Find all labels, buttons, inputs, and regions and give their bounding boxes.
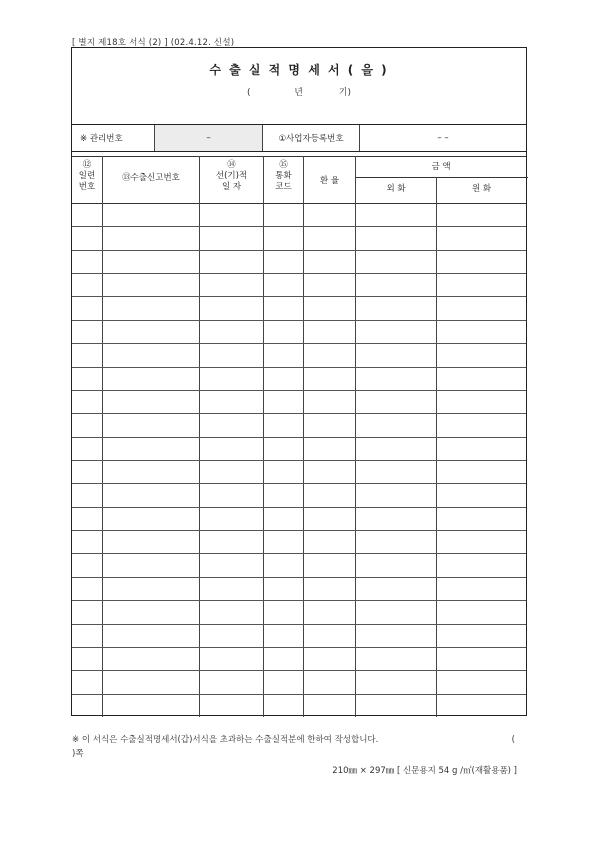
cell-foreign[interactable]: [355, 577, 436, 600]
cell-currency[interactable]: [263, 203, 303, 226]
cell-serial[interactable]: [72, 694, 102, 717]
cell-currency[interactable]: [263, 600, 303, 623]
cell-currency[interactable]: [263, 273, 303, 296]
col-won-header: 원 화: [471, 184, 492, 194]
cell-export-decl[interactable]: [102, 483, 199, 506]
cell-serial[interactable]: [72, 390, 102, 413]
cell-currency[interactable]: [263, 413, 303, 436]
period-open: (: [247, 88, 251, 98]
col-serial-label: 일련 번호: [78, 171, 96, 192]
col-ship-date-num: ⑭: [227, 160, 236, 170]
cell-currency[interactable]: [263, 343, 303, 366]
cell-export-decl[interactable]: [102, 250, 199, 273]
cell-ship-date[interactable]: [199, 437, 263, 460]
divider: [356, 177, 528, 178]
cell-ship-date[interactable]: [199, 203, 263, 226]
cell-export-decl[interactable]: [102, 624, 199, 647]
page-count-suffix: )쪽: [72, 749, 84, 759]
cell-foreign[interactable]: [355, 530, 436, 553]
cell-foreign[interactable]: [355, 226, 436, 249]
col-currency-num: ⑮: [279, 160, 288, 170]
col-export-decl-header: ⑬수출신고번호: [122, 173, 180, 183]
mgmt-number-field[interactable]: –: [155, 125, 262, 151]
cell-currency[interactable]: [263, 460, 303, 483]
cell-foreign[interactable]: [355, 460, 436, 483]
cell-won[interactable]: [436, 250, 528, 273]
cell-foreign[interactable]: [355, 670, 436, 693]
cell-ship-date[interactable]: [199, 367, 263, 390]
cell-serial[interactable]: [72, 600, 102, 623]
cell-serial[interactable]: [72, 483, 102, 506]
period-year: 년: [294, 88, 303, 98]
footnote-paren: (: [511, 735, 515, 745]
cell-exchange-rate[interactable]: [303, 553, 355, 576]
cell-exchange-rate[interactable]: [303, 367, 355, 390]
cell-ship-date[interactable]: [199, 647, 263, 670]
cell-won[interactable]: [436, 437, 528, 460]
cell-serial[interactable]: [72, 507, 102, 530]
cell-ship-date[interactable]: [199, 320, 263, 343]
cell-won[interactable]: [436, 413, 528, 436]
cell-ship-date[interactable]: [199, 600, 263, 623]
cell-serial[interactable]: [72, 367, 102, 390]
period-line: [72, 85, 526, 98]
cell-foreign[interactable]: [355, 553, 436, 576]
cell-currency[interactable]: [263, 624, 303, 647]
col-exchange-rate-header: 환 율: [319, 176, 340, 186]
cell-won[interactable]: [436, 553, 528, 576]
mgmt-number-label: ※ 관리번호: [80, 134, 123, 144]
cell-serial[interactable]: [72, 226, 102, 249]
col-ship-date-header: [200, 160, 263, 193]
cell-serial[interactable]: [72, 413, 102, 436]
cell-export-decl[interactable]: [102, 367, 199, 390]
cell-export-decl[interactable]: [102, 296, 199, 319]
cell-won[interactable]: [436, 460, 528, 483]
col-currency-header: [264, 160, 303, 193]
cell-foreign[interactable]: [355, 367, 436, 390]
cell-ship-date[interactable]: [199, 390, 263, 413]
cell-exchange-rate[interactable]: [303, 413, 355, 436]
cell-currency[interactable]: [263, 647, 303, 670]
cell-foreign[interactable]: [355, 483, 436, 506]
cell-export-decl[interactable]: [102, 670, 199, 693]
business-reg-label: ①사업자등록번호: [278, 134, 344, 144]
cell-ship-date[interactable]: [199, 483, 263, 506]
cell-won[interactable]: [436, 273, 528, 296]
cell-serial[interactable]: [72, 296, 102, 319]
cell-currency[interactable]: [263, 483, 303, 506]
cell-currency[interactable]: [263, 670, 303, 693]
cell-currency[interactable]: [263, 437, 303, 460]
cell-foreign[interactable]: [355, 390, 436, 413]
cell-exchange-rate[interactable]: [303, 273, 355, 296]
cell-foreign[interactable]: [355, 203, 436, 226]
cell-currency[interactable]: [263, 226, 303, 249]
cell-exchange-rate[interactable]: [303, 483, 355, 506]
cell-currency[interactable]: [263, 530, 303, 553]
footnote-text: ※ 이 서식은 수출실적명세서(갑)서식을 초과하는 수출실적분에 한하여 작성합니다.: [72, 735, 379, 745]
cell-currency[interactable]: [263, 390, 303, 413]
cell-currency[interactable]: [263, 250, 303, 273]
divider: [72, 156, 526, 157]
cell-exchange-rate[interactable]: [303, 530, 355, 553]
cell-won[interactable]: [436, 670, 528, 693]
cell-exchange-rate[interactable]: [303, 670, 355, 693]
cell-ship-date[interactable]: [199, 694, 263, 717]
cell-ship-date[interactable]: [199, 296, 263, 319]
cell-ship-date[interactable]: [199, 460, 263, 483]
cell-export-decl[interactable]: [102, 320, 199, 343]
cell-won[interactable]: [436, 226, 528, 249]
cell-currency[interactable]: [263, 296, 303, 319]
cell-won[interactable]: [436, 600, 528, 623]
cell-serial[interactable]: [72, 647, 102, 670]
cell-currency[interactable]: [263, 507, 303, 530]
cell-export-decl[interactable]: [102, 553, 199, 576]
cell-export-decl[interactable]: [102, 203, 199, 226]
cell-ship-date[interactable]: [199, 577, 263, 600]
cell-foreign[interactable]: [355, 600, 436, 623]
cell-export-decl[interactable]: [102, 460, 199, 483]
cell-exchange-rate[interactable]: [303, 600, 355, 623]
cell-exchange-rate[interactable]: [303, 226, 355, 249]
col-amount-header: 금 액: [431, 162, 451, 172]
cell-serial[interactable]: [72, 343, 102, 366]
cell-serial[interactable]: [72, 273, 102, 296]
cell-exchange-rate[interactable]: [303, 647, 355, 670]
cell-exchange-rate[interactable]: [303, 507, 355, 530]
cell-export-decl[interactable]: [102, 600, 199, 623]
cell-won[interactable]: [436, 483, 528, 506]
cell-exchange-rate[interactable]: [303, 460, 355, 483]
cell-foreign[interactable]: [355, 507, 436, 530]
cell-export-decl[interactable]: [102, 390, 199, 413]
cell-ship-date[interactable]: [199, 670, 263, 693]
cell-currency[interactable]: [263, 694, 303, 717]
cell-foreign[interactable]: [355, 343, 436, 366]
cell-exchange-rate[interactable]: [303, 320, 355, 343]
cell-foreign[interactable]: [355, 273, 436, 296]
cell-export-decl[interactable]: [102, 343, 199, 366]
footnote: [72, 733, 517, 761]
cell-ship-date[interactable]: [199, 226, 263, 249]
cell-won[interactable]: [436, 694, 528, 717]
cell-exchange-rate[interactable]: [303, 296, 355, 319]
cell-won[interactable]: [436, 296, 528, 319]
cell-exchange-rate[interactable]: [303, 343, 355, 366]
cell-export-decl[interactable]: [102, 530, 199, 553]
period-quarter: 기): [338, 88, 351, 98]
cell-currency[interactable]: [263, 577, 303, 600]
cell-foreign[interactable]: [355, 320, 436, 343]
cell-won[interactable]: [436, 320, 528, 343]
business-reg-field[interactable]: – –: [437, 133, 449, 143]
cell-exchange-rate[interactable]: [303, 203, 355, 226]
cell-foreign[interactable]: [355, 624, 436, 647]
form-number-tag: [ 별지 제18호 서식 (2) ] (02.4.12. 신설): [72, 38, 235, 48]
cell-serial[interactable]: [72, 320, 102, 343]
cell-serial[interactable]: [72, 250, 102, 273]
cell-serial[interactable]: [72, 577, 102, 600]
cell-won[interactable]: [436, 390, 528, 413]
cell-won[interactable]: [436, 530, 528, 553]
cell-serial[interactable]: [72, 553, 102, 576]
cell-won[interactable]: [436, 343, 528, 366]
cell-serial[interactable]: [72, 460, 102, 483]
cell-won[interactable]: [436, 367, 528, 390]
cell-foreign[interactable]: [355, 413, 436, 436]
cell-exchange-rate[interactable]: [303, 577, 355, 600]
cell-won[interactable]: [436, 203, 528, 226]
cell-ship-date[interactable]: [199, 507, 263, 530]
col-ship-date-label: 선(기)적 일 자: [215, 171, 248, 192]
cell-won[interactable]: [436, 577, 528, 600]
cell-currency[interactable]: [263, 553, 303, 576]
cell-export-decl[interactable]: [102, 694, 199, 717]
col-foreign-header: 외 화: [386, 184, 406, 194]
cell-ship-date[interactable]: [199, 273, 263, 296]
cell-ship-date[interactable]: [199, 624, 263, 647]
cell-currency[interactable]: [263, 367, 303, 390]
cell-exchange-rate[interactable]: [303, 250, 355, 273]
cell-ship-date[interactable]: [199, 530, 263, 553]
cell-ship-date[interactable]: [199, 250, 263, 273]
cell-export-decl[interactable]: [102, 507, 199, 530]
cell-export-decl[interactable]: [102, 577, 199, 600]
cell-won[interactable]: [436, 647, 528, 670]
cell-serial[interactable]: [72, 530, 102, 553]
cell-serial[interactable]: [72, 624, 102, 647]
divider: [72, 151, 526, 152]
cell-foreign[interactable]: [355, 437, 436, 460]
cell-serial[interactable]: [72, 437, 102, 460]
cell-exchange-rate[interactable]: [303, 390, 355, 413]
cell-ship-date[interactable]: [199, 343, 263, 366]
col-currency-label: 통화 코드: [275, 171, 292, 192]
cell-won[interactable]: [436, 507, 528, 530]
cell-export-decl[interactable]: [102, 647, 199, 670]
cell-export-decl[interactable]: [102, 413, 199, 436]
form-frame: [71, 47, 527, 716]
cell-serial[interactable]: [72, 203, 102, 226]
cell-foreign[interactable]: [355, 296, 436, 319]
cell-export-decl[interactable]: [102, 273, 199, 296]
cell-serial[interactable]: [72, 670, 102, 693]
form-title: 수 출 실 적 명 세 서 ( 을 ): [209, 63, 389, 77]
cell-exchange-rate[interactable]: [303, 437, 355, 460]
cell-currency[interactable]: [263, 320, 303, 343]
col-serial-header: [72, 160, 102, 193]
cell-ship-date[interactable]: [199, 413, 263, 436]
cell-foreign[interactable]: [355, 647, 436, 670]
cell-foreign[interactable]: [355, 250, 436, 273]
cell-exchange-rate[interactable]: [303, 624, 355, 647]
cell-ship-date[interactable]: [199, 553, 263, 576]
cell-export-decl[interactable]: [102, 226, 199, 249]
paper-spec: 210㎜ × 297㎜ [ 신문용지 54 g /㎡(재활용품) ]: [332, 766, 517, 776]
cell-export-decl[interactable]: [102, 437, 199, 460]
cell-foreign[interactable]: [355, 694, 436, 717]
cell-exchange-rate[interactable]: [303, 694, 355, 717]
col-serial-num: ⑫: [82, 160, 92, 170]
cell-won[interactable]: [436, 624, 528, 647]
